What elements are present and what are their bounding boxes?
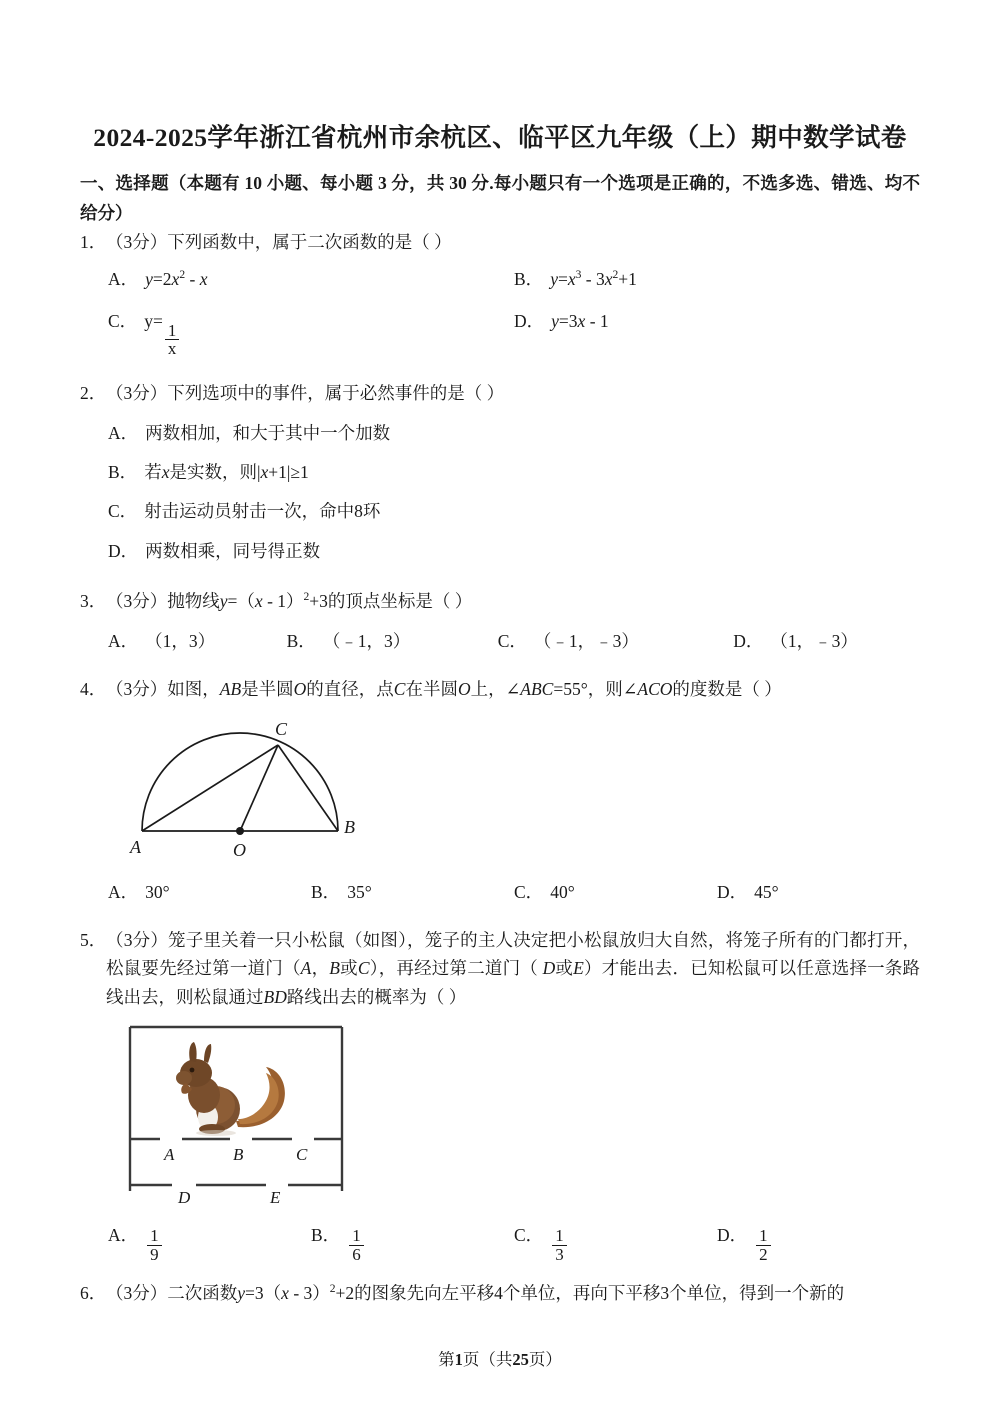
option-label: B． — [108, 462, 138, 483]
question-4-option-c[interactable] — [514, 878, 717, 906]
question-3-option-b[interactable] — [287, 627, 498, 655]
option-label: A． — [108, 630, 139, 651]
question-3-option-d[interactable] — [733, 627, 920, 655]
option-label: C． — [108, 310, 138, 331]
option-label: B． — [311, 1225, 341, 1246]
question-2-options — [80, 419, 920, 565]
question-2-number: 2． — [80, 383, 107, 404]
option-label: A． — [108, 881, 139, 902]
gate-label-b: B — [233, 1144, 244, 1164]
option-text: 35° — [347, 881, 372, 902]
question-1-options-row-2 — [80, 307, 920, 358]
option-label: D． — [717, 881, 748, 902]
page-title: 2024-2025学年浙江省杭州市余杭区、临平区九年级（上）期中数学试卷 — [93, 123, 907, 152]
fraction — [147, 1227, 161, 1263]
option-label: B． — [311, 881, 341, 902]
question-2-option-c[interactable] — [108, 497, 920, 525]
gate-label-a: A — [164, 1144, 175, 1164]
question-4-stem — [80, 675, 920, 703]
question-5-figure — [120, 1023, 920, 1211]
fraction — [552, 1227, 566, 1263]
fraction-denominator: 3 — [552, 1245, 566, 1263]
option-label: A． — [108, 422, 139, 443]
option-text: 射击运动员射击一次，命中8环 — [144, 501, 381, 522]
option-label: C． — [514, 1225, 544, 1246]
label-c: C — [275, 719, 288, 740]
option-label: C． — [497, 630, 527, 651]
question-4-text: 如图，AB是半圆O的直径，点C在半圆O上，∠ABC=55°，则∠ACO的度数是（ ） — [167, 678, 782, 699]
option-label: A． — [108, 1225, 139, 1246]
question-3-text: 抛物线y=（x - 1）$^2$+3的顶点坐标是（ ） — [167, 591, 473, 612]
question-3-option-c[interactable] — [498, 627, 733, 655]
footer-prefix: 第 — [438, 1350, 455, 1369]
question-2-marks: （3分） — [106, 383, 168, 404]
question-4 — [80, 675, 920, 906]
option-text: （﹣1，﹣3） — [533, 630, 639, 651]
question-2 — [80, 379, 920, 565]
footer-page-number: 1 — [454, 1350, 463, 1369]
question-5-option-b[interactable] — [311, 1221, 514, 1263]
fraction-numerator: 1 — [759, 1226, 768, 1246]
question-5-number: 5． — [80, 929, 107, 950]
page-footer — [0, 1346, 1000, 1370]
option-label: D． — [733, 630, 764, 651]
option-text: 30° — [145, 881, 170, 902]
question-3-stem — [80, 587, 920, 615]
question-5-option-c[interactable] — [514, 1221, 717, 1263]
question-5-stem — [80, 926, 920, 1011]
semicircle-svg — [120, 713, 380, 863]
option-text: （1，﹣3） — [770, 630, 858, 651]
question-5-text: 笼子里关着一只小松鼠（如图），笼子的主人决定把小松鼠放归大自然，将笼子所有的门都打开，松鼠要先经过第一道门（A，B或C），再经过第二道门（ D或E）才能出去．已知松鼠可以任意选择一条路线出去，则松鼠通过BD路线出去的概率为（ ） — [106, 929, 921, 1007]
question-3-options — [80, 627, 920, 655]
question-6 — [80, 1279, 920, 1307]
option-label: D． — [717, 1225, 748, 1246]
option-label: D． — [108, 540, 139, 561]
question-5-option-a[interactable] — [108, 1221, 311, 1263]
question-2-option-b[interactable] — [108, 458, 920, 486]
question-1-option-c[interactable] — [108, 307, 514, 358]
option-text: $y=x^3 - 3x^2+1$ — [550, 269, 637, 290]
footer-total-pages: 25 — [512, 1350, 529, 1369]
question-1 — [80, 228, 920, 357]
question-4-figure — [120, 713, 920, 871]
option-text: y= $\frac{1}{x}$ — [144, 307, 181, 358]
question-4-option-b[interactable] — [311, 878, 514, 906]
fraction-denominator: 6 — [349, 1245, 363, 1263]
option-label: A． — [108, 269, 139, 290]
squirrel-image — [176, 1042, 285, 1136]
question-2-option-d[interactable] — [108, 537, 920, 565]
fraction — [756, 1227, 770, 1263]
option-label: C． — [514, 881, 544, 902]
question-1-text: 下列函数中，属于二次函数的是（ ） — [167, 232, 452, 253]
semicircle-arc — [142, 733, 338, 831]
label-o: O — [233, 840, 246, 861]
question-5-marks: （3分） — [106, 929, 169, 950]
option-text: 两数相加，和大于其中一个加数 — [145, 422, 391, 443]
question-3-option-a[interactable] — [108, 627, 287, 655]
option-label: B． — [286, 630, 316, 651]
question-4-marks: （3分） — [106, 678, 168, 699]
question-4-number: 4． — [80, 678, 107, 699]
section-header: 一、选择题（本题有 10 小题、每小题 3 分，共 30 分.每小题只有一个选项是正确的，不选多选、错选、均不给分） — [80, 172, 920, 223]
footer-suffix: 页） — [528, 1350, 562, 1369]
fraction-numerator: 1 — [352, 1226, 361, 1246]
option-text: y=3x - 1 — [551, 310, 609, 331]
chord-line-ac — [142, 745, 278, 831]
fraction-numerator: 1 — [555, 1226, 564, 1246]
option-text: 两数相乘，同号得正数 — [145, 540, 321, 561]
option-text: $y=2x^2 - x$ — [145, 269, 208, 290]
question-4-options — [80, 878, 920, 906]
question-5-option-d[interactable] — [717, 1221, 920, 1263]
fraction-denominator: 2 — [756, 1245, 770, 1263]
chord-line-cb — [278, 745, 338, 831]
question-1-marks: （3分） — [106, 232, 168, 253]
option-text: （1，3） — [145, 630, 216, 651]
question-6-text: 二次函数y=3（x - 3）$^2$+2的图象先向左平移4个单位，再向下平移3个单位，得到一个新的 — [167, 1282, 845, 1303]
gate-label-c: C — [296, 1144, 308, 1164]
question-6-stem — [80, 1279, 920, 1307]
option-text: 40° — [550, 881, 575, 902]
option-text: 45° — [754, 881, 779, 902]
fraction: $\frac{1}{x}$ — [165, 322, 179, 358]
question-1-stem — [80, 228, 920, 256]
fraction — [349, 1227, 363, 1263]
label-a: A — [130, 837, 141, 858]
question-3-number: 3． — [80, 591, 107, 612]
question-2-stem — [80, 379, 920, 407]
cage-svg — [120, 1023, 370, 1203]
question-1-option-d[interactable] — [514, 307, 920, 335]
fraction-denominator: 9 — [147, 1245, 161, 1263]
question-6-number: 6． — [80, 1282, 107, 1303]
question-6-marks: （3分） — [106, 1282, 168, 1303]
option-text: （﹣1，3） — [322, 630, 411, 651]
question-1-options-row-1 — [80, 265, 920, 293]
question-1-option-a[interactable] — [108, 265, 514, 293]
question-5-options — [80, 1221, 920, 1263]
question-4-option-d[interactable] — [717, 878, 920, 906]
gate-label-d: D — [178, 1187, 191, 1203]
question-4-option-a[interactable] — [108, 878, 311, 906]
question-3-marks: （3分） — [106, 591, 168, 612]
question-2-text: 下列选项中的事件，属于必然事件的是（ ） — [167, 383, 505, 404]
label-b: B — [344, 817, 355, 838]
footer-middle: 页（共 — [462, 1350, 513, 1369]
question-3 — [80, 587, 920, 655]
option-text: 若x是实数，则|x+1|≥1 — [144, 462, 309, 483]
question-1-option-b[interactable] — [514, 265, 920, 293]
center-point-o — [236, 827, 244, 835]
gate-label-e: E — [270, 1187, 281, 1203]
question-5 — [80, 926, 920, 1263]
option-label: C． — [108, 501, 138, 522]
fraction-numerator: 1 — [150, 1226, 159, 1246]
option-label: B． — [514, 269, 544, 290]
option-label: D． — [514, 310, 545, 331]
question-1-number: 1． — [80, 232, 107, 253]
question-2-option-a[interactable] — [108, 419, 920, 447]
